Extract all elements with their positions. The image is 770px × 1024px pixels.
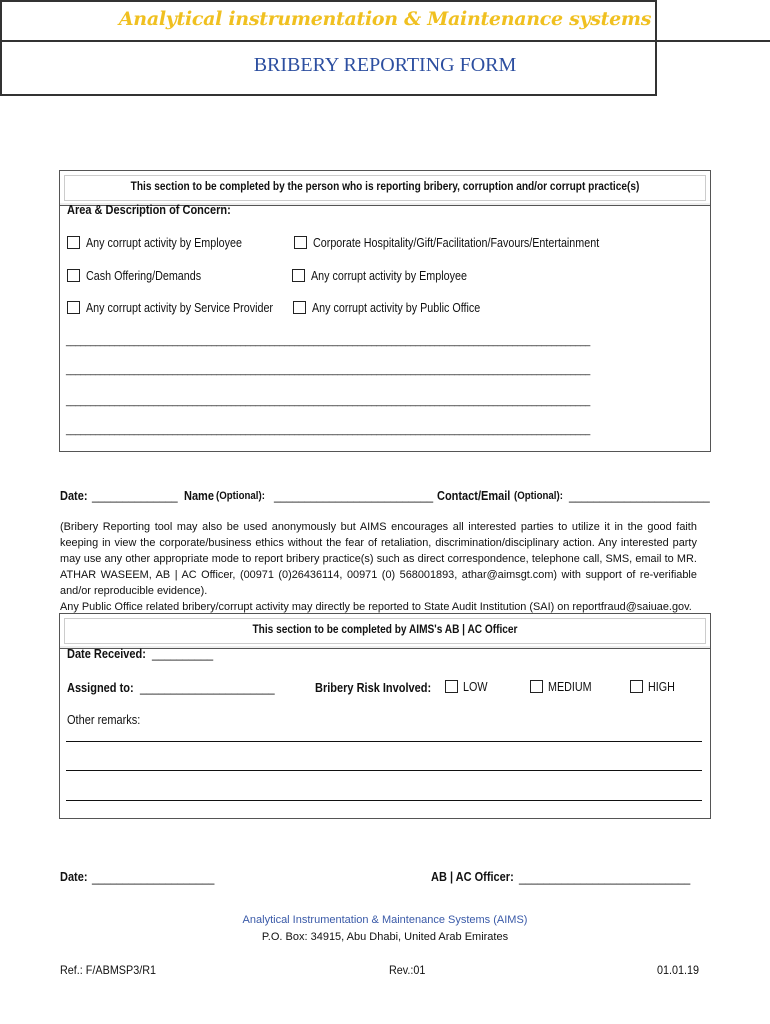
reporter-section-title: This section to be completed by the person who is reporting bribery, corruption and/or corrupt practice(s)	[130, 181, 640, 193]
reporter-contact-optional: (Optional):	[514, 490, 563, 502]
checkbox-risk-low[interactable]	[445, 680, 458, 693]
officer-signoff-label: AB | AC Officer:	[431, 870, 514, 884]
option-label: Any corrupt activity by Employee	[86, 236, 242, 250]
footer-ref: Ref.: F/ABMSP3/R1	[60, 963, 157, 977]
option-label: Any corrupt activity by Public Office	[312, 301, 481, 315]
reporter-name-field[interactable]: __________________________	[274, 489, 434, 503]
officer-signoff-field[interactable]: ____________________________	[519, 871, 691, 885]
description-line[interactable]: ____________________________________________________________________________________________________________	[66, 335, 591, 347]
footer-rev: Rev.:01	[389, 963, 426, 977]
checkbox-risk-high[interactable]	[630, 680, 643, 693]
option-label: Corporate Hospitality/Gift/Facilitation/Favours/Entertainment	[313, 236, 600, 250]
other-remarks-label: Other remarks:	[67, 713, 141, 727]
option-label: Any corrupt activity by Service Provider	[86, 301, 274, 315]
risk-label: Bribery Risk Involved:	[315, 681, 432, 695]
officer-section-title: This section to be completed by AIMS's AB | AC Officer	[252, 624, 518, 636]
form-header	[0, 0, 657, 96]
assigned-to-label: Assigned to:	[67, 681, 134, 695]
footer-address: P.O. Box: 34915, Abu Dhabi, United Arab Emirates	[261, 931, 509, 943]
signoff-date-field[interactable]: ____________________	[92, 871, 215, 885]
remarks-line[interactable]	[66, 741, 702, 742]
reporter-date-label: Date:	[60, 489, 88, 503]
description-line[interactable]: ____________________________________________________________________________________________________________	[66, 424, 591, 436]
date-received-label: Date Received:	[67, 647, 146, 661]
anonymity-note	[60, 519, 697, 615]
form-title: BRIBERY REPORTING FORM	[253, 54, 517, 76]
checkbox-cash-offering[interactable]	[67, 269, 80, 282]
description-line[interactable]: ____________________________________________________________________________________________________________	[66, 395, 591, 407]
company-name: Analytical instrumentation & Maintenance systems	[118, 8, 652, 30]
reporter-contact-label: Contact/Email	[437, 489, 511, 503]
checkbox-corporate-hospitality[interactable]	[294, 236, 307, 249]
checkbox-employee-2[interactable]	[292, 269, 305, 282]
officer-section-header	[60, 614, 710, 649]
anonymity-note-text: (Bribery Reporting tool may also be used anonymously but AIMS encourages all interested parties to utilize it in the good faith keeping in view the corporate/business ethics without the fear of retaliation, discrimination/disciplinary action. Any interested party may use any other appropriate mode to report bribery practice(s) such as direct correspondence, telephone call, SMS, email to MR. ATHAR WASEEM, AB | AC Officer, (00971 (0)26436114, 00971 (0) 568001893, athar@aimsgt.com) with support of re-verifiable and/or reproducible evidence).	[60, 521, 697, 597]
assigned-to-field[interactable]: ______________________	[140, 681, 275, 695]
date-received-field[interactable]: __________	[152, 647, 214, 661]
description-line[interactable]: ____________________________________________________________________________________________________________	[66, 364, 591, 376]
checkbox-service-provider[interactable]	[67, 301, 80, 314]
sai-note-text: Any Public Office related bribery/corrupt activity may directly be reported to State Audit Institution (SAI) on reportfraud@saiuae.gov.	[60, 601, 692, 613]
risk-option-label: LOW	[463, 680, 488, 694]
remarks-line[interactable]	[66, 800, 702, 801]
reporter-name-label: Name	[184, 489, 214, 503]
reporter-contact-field[interactable]: _______________________	[569, 489, 710, 503]
checkbox-public-office[interactable]	[293, 301, 306, 314]
signoff-date-label: Date:	[60, 870, 88, 884]
officer-section	[59, 613, 711, 819]
checkbox-risk-medium[interactable]	[530, 680, 543, 693]
header-divider	[0, 40, 770, 42]
reporter-section-header	[60, 171, 710, 206]
checkbox-employee[interactable]	[67, 236, 80, 249]
risk-option-label: MEDIUM	[548, 680, 592, 694]
footer-date: 01.01.19	[657, 963, 700, 977]
option-label: Cash Offering/Demands	[86, 269, 202, 283]
footer-org-name: Analytical Instrumentation & Maintenance Systems (AIMS)	[242, 914, 528, 926]
remarks-line[interactable]	[66, 770, 702, 771]
area-description-label: Area & Description of Concern:	[67, 203, 231, 217]
reporter-date-field[interactable]: ______________	[92, 489, 178, 503]
risk-option-label: HIGH	[648, 680, 675, 694]
reporter-name-optional: (Optional):	[216, 490, 265, 502]
option-label: Any corrupt activity by Employee	[311, 269, 467, 283]
